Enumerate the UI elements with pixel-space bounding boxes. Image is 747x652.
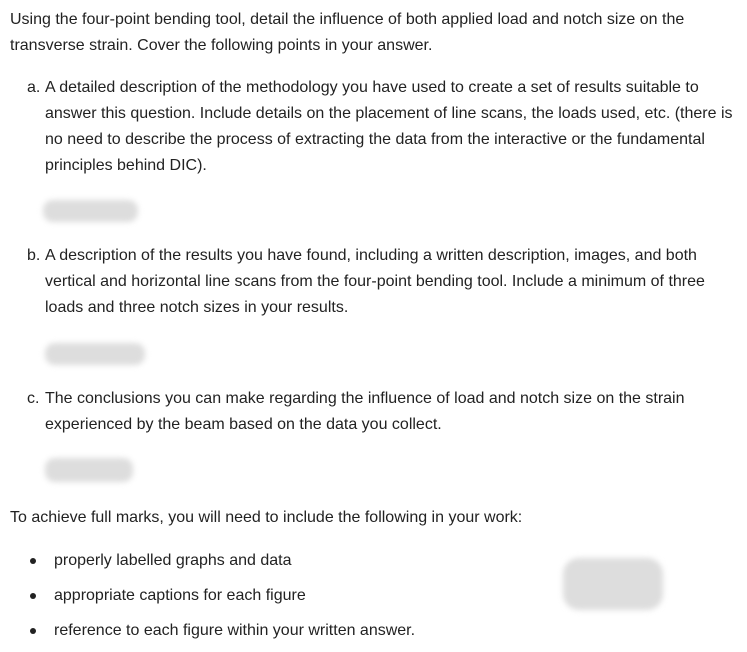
list-marker-b: b. [27,247,41,264]
list-item-c [27,386,735,438]
criteria-text: appropriate captions for each figure [54,587,306,604]
redacted-mark [45,343,145,365]
outro-paragraph: To achieve full marks, you will need to include the following in your work: [10,509,523,526]
redacted-mark [563,558,663,610]
bullet-dot [30,593,36,599]
list-marker-c: c. [27,390,40,407]
list-marker-a: a. [27,79,41,96]
list-text-c: The conclusions you can make regarding the influence of load and notch size on the strain experienced by the beam based on the data you collect. [45,390,685,433]
list-item-a [27,75,735,179]
question-document [10,7,745,59]
bullet-dot [30,558,36,564]
list-text-a: A detailed description of the methodology you have used to create a set of results suitable to answer this question. Include details on the placement of line scans, the loads used, etc. (there is no need to describe the process of extracting the data from the interactive or the fundamental principles behind DIC). [45,79,733,174]
redacted-mark [45,458,133,482]
redacted-mark [43,200,138,222]
bullet-dot [30,628,36,634]
criteria-text: properly labelled graphs and data [54,552,292,569]
intro-paragraph: Using the four-point bending tool, detail the influence of both applied load and notch size on the transverse strain. Cover the following points in your answer. [10,11,685,54]
criteria-text: reference to each figure within your written answer. [54,622,416,639]
list-item-b [27,243,735,321]
list-text-b: A description of the results you have found, including a written description, images, and both vertical and horizontal line scans from the four-point bending tool. Include a minimum of three loads and three notch sizes in your results. [45,247,705,316]
